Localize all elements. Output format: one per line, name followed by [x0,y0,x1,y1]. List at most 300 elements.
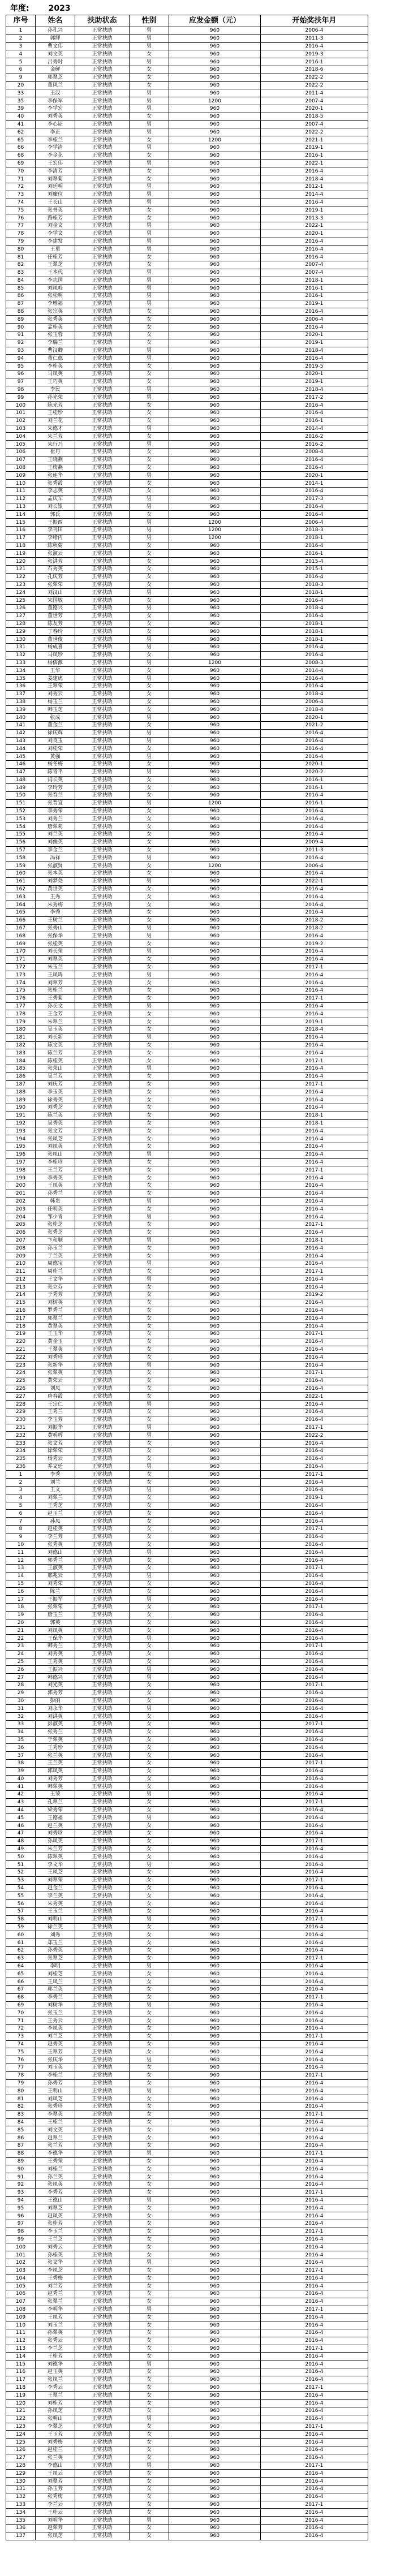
table-row [6,776,368,784]
row-index: 22 [6,1635,36,1643]
row-status: 正常扶助 [75,2501,130,2509]
row-name: 张秀云 [36,2337,75,2345]
row-status: 正常扶助 [75,105,130,113]
row-index: 145 [6,753,36,761]
row-name: 郭秀兰 [36,1557,75,1565]
table-row [6,175,368,183]
row-amount: 960 [169,2400,261,2407]
row-amount: 960 [169,1892,261,1900]
table-row [6,2040,368,2048]
row-status: 正常扶助 [75,120,130,128]
row-index: 183 [6,1049,36,1057]
row-amount: 960 [169,2025,261,2033]
row-amount: 960 [169,706,261,714]
row-name: 张凤山 [36,1151,75,1158]
row-name: 朱玉兰 [36,963,75,971]
row-name: 刘秀荣 [36,1580,75,1588]
row-start-month: 2020-1 [261,331,368,339]
row-status: 正常扶助 [75,2376,130,2384]
row-name: 张书英 [36,206,75,214]
row-status: 正常扶助 [75,1362,130,1369]
row-gender: 女 [130,331,169,339]
row-index: 5 [6,58,36,66]
row-start-month: 2016-4 [261,612,368,620]
row-start-month: 2016-4 [261,2025,368,2033]
row-index: 81 [6,253,36,261]
row-name: 王兰英 [36,1759,75,1767]
row-name: 王玉兰 [36,1908,75,1916]
row-gender: 女 [130,573,169,581]
row-index: 159 [6,862,36,870]
row-start-month: 2017-1 [261,1471,368,1479]
row-name: 王翠兰 [36,2392,75,2400]
row-amount: 960 [169,737,261,745]
row-index: 88 [6,2149,36,2157]
row-gender: 男 [130,230,169,238]
row-gender: 男 [130,1260,169,1268]
table-row [6,597,368,605]
row-status: 正常扶助 [75,1931,130,1939]
row-name: 郭辉 [36,35,75,42]
row-index: 68 [6,152,36,160]
table-row [6,2446,368,2454]
row-name: 郭英 [36,1619,75,1627]
row-amount: 960 [169,2290,261,2298]
table-row [6,449,368,456]
row-name: 黄翠英 [36,1323,75,1330]
row-name: 张兰英 [36,1752,75,1760]
row-status: 正常扶助 [75,167,130,175]
row-gender: 女 [130,838,169,846]
row-index: 180 [6,1026,36,1034]
row-status: 正常扶助 [75,870,130,878]
row-start-month: 2016-4 [261,1814,368,1822]
row-gender: 女 [130,206,169,214]
row-amount: 960 [169,2165,261,2173]
table-row [6,940,368,948]
row-start-month: 2022-1 [261,222,368,230]
row-name: 张翠兰 [36,2298,75,2306]
row-start-month: 2006-4 [261,862,368,870]
row-index: 190 [6,1104,36,1112]
row-start-month: 2016-4 [261,1947,368,1955]
row-name: 张新华 [36,1362,75,1369]
row-index: 2 [6,1479,36,1487]
row-gender: 女 [130,1767,169,1775]
table-row [6,199,368,206]
row-name: 朱兰芳 [36,433,75,441]
row-amount: 960 [169,1697,261,1705]
row-start-month: 2017-1 [261,2267,368,2275]
table-row [6,2126,368,2134]
row-status: 正常扶助 [75,1385,130,1393]
row-index: 72 [6,183,36,191]
row-status: 正常扶助 [75,916,130,924]
row-name: 张秀英 [36,316,75,324]
row-start-month: 2016-4 [261,745,368,753]
row-status: 正常扶助 [75,2165,130,2173]
row-index: 126 [6,2446,36,2454]
row-name: 刘凤 [36,1385,75,1393]
row-start-month: 2016-4 [261,1010,368,1018]
row-name: 孙兰英 [36,2173,75,2181]
table-row [6,2290,368,2298]
row-index: 71 [6,175,36,183]
table-row [6,971,368,979]
row-start-month: 2016-4 [261,823,368,831]
row-name: 孙孔兴 [36,27,75,35]
row-index: 116 [6,2368,36,2376]
row-gender: 女 [130,963,169,971]
row-status: 正常扶助 [75,316,130,324]
row-amount: 960 [169,1993,261,2001]
row-index: 91 [6,2173,36,2181]
row-start-month: 2016-4 [261,2243,368,2251]
row-gender: 女 [130,1323,169,1330]
row-start-month: 2016-4 [261,1892,368,1900]
row-amount: 1200 [169,659,261,667]
row-status: 正常扶助 [75,1440,130,1448]
row-start-month: 2022-2 [261,81,368,89]
row-name: 李绪丙 [36,534,75,542]
row-amount: 960 [169,1463,261,1471]
row-gender: 女 [130,1798,169,1806]
row-status: 正常扶助 [75,768,130,776]
row-start-month: 2019-1 [261,1494,368,1502]
row-amount: 960 [169,261,261,269]
row-index: 75 [6,206,36,214]
row-status: 正常扶助 [75,1619,130,1627]
row-gender: 女 [130,2204,169,2212]
row-amount: 960 [169,2009,261,2017]
row-gender: 女 [130,2446,169,2454]
row-name: 王桂云 [36,2509,75,2517]
row-amount: 960 [169,620,261,628]
row-start-month: 2017-1 [261,2228,368,2235]
table-row [6,167,368,175]
row-amount: 960 [169,300,261,308]
row-status: 正常扶助 [75,1518,130,1526]
row-gender: 女 [130,1377,169,1385]
row-gender: 女 [130,1526,169,1533]
row-index: 128 [6,2462,36,2470]
row-amount: 960 [169,503,261,511]
table-row [6,81,368,89]
row-start-month: 2016-4 [261,1557,368,1565]
row-start-month: 2016-4 [261,2368,368,2376]
table-row [6,2009,368,2017]
row-index: 39 [6,1767,36,1775]
row-index: 170 [6,948,36,956]
table-row [6,1783,368,1791]
row-start-month: 2016-4 [261,2446,368,2454]
row-index: 118 [6,542,36,550]
row-name: 赵秀兰 [36,2290,75,2298]
row-name: 王秀菊 [36,994,75,1002]
table-row [6,27,368,35]
row-gender: 男 [130,347,169,355]
row-gender: 女 [130,994,169,1002]
row-name: 宋国敏 [36,597,75,605]
row-gender: 男 [130,183,169,191]
row-amount: 960 [169,238,261,245]
row-gender: 女 [130,2095,169,2103]
row-start-month: 2016-4 [261,1002,368,1010]
row-start-month: 2018-1 [261,1112,368,1119]
row-gender: 女 [130,488,169,496]
row-start-month: 2017-1 [261,1330,368,1338]
row-status: 正常扶助 [75,1900,130,1908]
row-status: 正常扶助 [75,1744,130,1752]
row-gender: 男 [130,2149,169,2157]
row-index: 119 [6,550,36,558]
table-row [6,2392,368,2400]
row-status: 正常扶助 [75,1986,130,1994]
row-index: 62 [6,128,36,136]
row-gender: 女 [130,862,169,870]
row-index: 185 [6,1065,36,1072]
table-row [6,253,368,261]
row-index: 120 [6,2400,36,2407]
table-row [6,1572,368,1580]
row-amount: 960 [169,2368,261,2376]
row-start-month: 2016-4 [261,2095,368,2103]
row-start-month: 2016-4 [261,1182,368,1190]
row-amount: 960 [169,1986,261,1994]
row-start-month: 2016-1 [261,784,368,792]
row-amount: 960 [169,2517,261,2525]
row-start-month: 2016-4 [261,1541,368,1549]
row-gender: 女 [130,2345,169,2353]
table-row [6,1767,368,1775]
row-name: 王秀兰 [36,1408,75,1416]
row-status: 正常扶助 [75,1728,130,1736]
row-start-month: 2016-4 [261,2173,368,2181]
row-name: 王长山 [36,199,75,206]
row-name: 赵桂兰 [36,2446,75,2454]
row-gender: 男 [130,753,169,761]
row-amount: 960 [169,511,261,519]
row-start-month: 2016-1 [261,58,368,66]
table-row [6,573,368,581]
row-gender: 男 [130,534,169,542]
row-name: 郭兰英 [36,1986,75,1994]
table-row [6,1993,368,2001]
row-status: 正常扶助 [75,1432,130,1440]
table-row [6,1954,368,1962]
row-name: 刘秀 [36,1931,75,1939]
row-start-month: 2014-4 [261,667,368,675]
table-row [6,1931,368,1939]
row-gender: 女 [130,745,169,753]
row-name: 赵金兰 [36,1884,75,1892]
row-status: 正常扶助 [75,2407,130,2415]
row-status: 正常扶助 [75,1127,130,1135]
row-status: 正常扶助 [75,573,130,581]
table-row [6,558,368,566]
row-gender: 男 [130,2360,169,2368]
row-start-month: 2016-4 [261,2001,368,2009]
row-index: 103 [6,2267,36,2275]
table-row [6,1720,368,1728]
row-status: 正常扶助 [75,2220,130,2228]
row-gender: 女 [130,1603,169,1611]
row-amount: 960 [169,589,261,597]
row-index: 194 [6,1135,36,1143]
row-status: 正常扶助 [75,2525,130,2532]
row-name: 张兰芳 [36,2142,75,2149]
table-row [6,2314,368,2321]
row-status: 正常扶助 [75,1720,130,1728]
row-name: 王梅燕 [36,464,75,472]
row-index: 100 [6,402,36,410]
row-index: 130 [6,2478,36,2485]
row-start-month: 2016-4 [261,1549,368,1557]
row-index: 46 [6,1822,36,1830]
row-start-month: 2016-4 [261,1205,368,1213]
row-start-month: 2016-4 [261,1806,368,1814]
row-index: 152 [6,807,36,815]
row-amount: 960 [169,1487,261,1494]
table-row [6,1190,368,1197]
row-amount: 960 [169,628,261,636]
table-row [6,1018,368,1026]
table-row [6,2298,368,2306]
table-row [6,1416,368,1424]
row-status: 正常扶助 [75,987,130,995]
table-row [6,2110,368,2118]
row-name: 唐春霞 [36,1393,75,1401]
row-start-month: 2016-4 [261,1143,368,1151]
row-gender: 女 [130,2118,169,2126]
row-name: 唐翠莉 [36,823,75,831]
row-gender: 女 [130,1385,169,1393]
row-status: 正常扶助 [75,1822,130,1830]
row-start-month: 2016-4 [261,1931,368,1939]
table-row [6,339,368,347]
table-row [6,1939,368,1947]
row-gender: 女 [130,1057,169,1065]
row-index: 222 [6,1354,36,1362]
row-start-month: 2016-4 [261,2056,368,2064]
row-start-month: 2016-4 [261,893,368,901]
row-index: 208 [6,1244,36,1252]
row-start-month: 2011-3 [261,35,368,42]
row-status: 正常扶助 [75,1541,130,1549]
table-row [6,1744,368,1752]
row-amount: 960 [169,1526,261,1533]
row-status: 正常扶助 [75,331,130,339]
row-amount: 960 [169,1338,261,1346]
row-index: 21 [6,1627,36,1635]
row-start-month: 2016-4 [261,2400,368,2407]
row-gender: 女 [130,1119,169,1127]
row-amount: 960 [169,831,261,839]
table-row [6,35,368,42]
row-status: 正常扶助 [75,2025,130,2033]
row-gender: 女 [130,620,169,628]
row-amount: 960 [169,714,261,722]
row-amount: 960 [169,2376,261,2384]
row-index: 41 [6,120,36,128]
row-status: 正常扶助 [75,1190,130,1197]
row-gender: 女 [130,1088,169,1096]
table-row [6,604,368,612]
row-name: 董世俊 [36,636,75,644]
table-row [6,1338,368,1346]
row-name: 张保华 [36,932,75,940]
row-status: 正常扶助 [75,807,130,815]
row-gender: 女 [130,987,169,995]
table-row [6,363,368,371]
row-status: 正常扶助 [75,214,130,222]
row-gender: 男 [130,58,169,66]
row-gender: 女 [130,1713,169,1721]
row-name: 张秀芝 [36,1229,75,1237]
table-row [6,1479,368,1487]
row-name: 李学宏 [36,105,75,113]
row-gender: 女 [130,1143,169,1151]
row-amount: 960 [169,698,261,706]
table-row [6,144,368,152]
row-gender: 男 [130,1237,169,1244]
row-amount: 960 [169,2064,261,2071]
row-start-month: 2016-4 [261,355,368,363]
row-status: 正常扶助 [75,1572,130,1580]
row-amount: 1200 [169,527,261,535]
row-name: 韩玉芝 [36,706,75,714]
table-row [6,1307,368,1315]
row-amount: 960 [169,916,261,924]
row-name: 孙秀芳 [36,2079,75,2087]
row-status: 正常扶助 [75,1736,130,1744]
table-row [6,519,368,527]
row-index: 99 [6,394,36,402]
row-start-month: 2017-1 [261,2423,368,2431]
row-name: 李秀英 [36,1174,75,1182]
row-status: 正常扶助 [75,480,130,488]
row-status: 正常扶助 [75,862,130,870]
row-status: 正常扶助 [75,277,130,285]
row-index: 37 [6,1752,36,1760]
row-gender: 男 [130,222,169,230]
row-start-month: 2016-4 [261,1767,368,1775]
row-gender: 女 [130,1307,169,1315]
table-row [6,870,368,878]
row-gender: 女 [130,1720,169,1728]
row-amount: 960 [169,877,261,885]
table-row [6,1908,368,1916]
row-amount: 960 [169,1315,261,1323]
row-gender: 女 [130,558,169,566]
table-row [6,1315,368,1323]
row-amount: 960 [169,940,261,948]
row-start-month: 2018-6 [261,66,368,74]
row-gender: 女 [130,651,169,659]
row-name: 崔丹 [36,449,75,456]
row-index: 8 [6,1526,36,1533]
row-index: 123 [6,2423,36,2431]
table-row [6,1471,368,1479]
table-row [6,120,368,128]
row-start-month: 2017-1 [261,2384,368,2392]
table-row [6,1323,368,1330]
row-index: 113 [6,2345,36,2353]
row-start-month: 2016-4 [261,1853,368,1861]
row-gender: 女 [130,2032,169,2040]
row-gender: 女 [130,2509,169,2517]
row-status: 正常扶助 [75,1939,130,1947]
